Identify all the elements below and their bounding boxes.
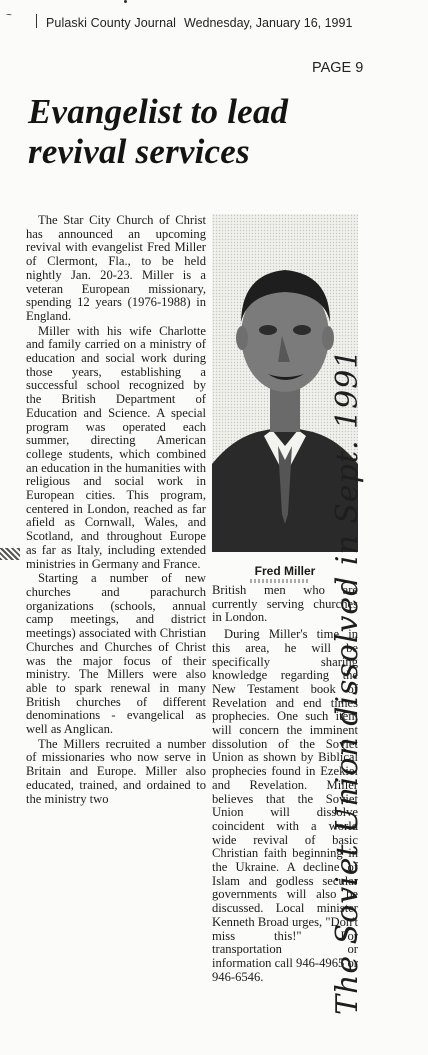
paragraph: The Star City Church of Christ has announced an upcoming revival with evangelist Fred Miller of Clermont, Fla., to be held nightly Jan. 20-23. Miller is a veteran European missionary, spending 12 years (1976-1988) in England.: [26, 213, 206, 323]
issue-date: Wednesday, January 16, 1991: [184, 16, 353, 30]
handwritten-margin-note: The Soviet Union dissolved in Sept. 1991: [330, 348, 365, 1015]
article-column-left: [26, 214, 206, 806]
margin-scratch-mark: [0, 548, 20, 560]
page-number: PAGE 9: [312, 60, 364, 76]
headline-line-1: Evangelist to lead: [28, 92, 289, 131]
photo-caption: Fred Miller: [254, 564, 316, 578]
masthead: [0, 8, 428, 34]
paragraph: Starting a number of new churches and parachurch organizations (schools, annual camp meetings, and district meetings) associated with Christian Churches and Churches of Christ was the major focus of their ministry. The Millers were also able to spark renewal in many British churches of different denominations - evangelical as well as Anglican.: [26, 571, 206, 737]
article-headline: [28, 92, 358, 172]
margin-mark: ~: [6, 10, 12, 21]
paragraph: The Millers recruited a number of missionaries who now serve in Britain and Europe. Miller also educated, trained, and ordained to the ministry two: [26, 736, 206, 806]
print-speck: [124, 0, 127, 3]
masthead-rule: [36, 14, 37, 28]
headline-line-2: revival services: [28, 132, 250, 171]
paragraph: Miller with his wife Charlotte and family carried on a ministry of education and social work during those years, establishing a successful school recognized by the British Department of Education and Science. A special program was operated each summer, directing American college students, which combined an education in the humanities with religious and social work in European cities. This program, centered in London, reached as far afield as Cornwall, Wales, and Scotland, and throughout Europe as far as Italy, including extended ministries in Germany and France.: [26, 323, 206, 571]
paragraph: During Miller's time in this area, he will be specifically sharing knowledge regarding the New Testament book of Revelation and end times prophecies. One such item will concern the imminent dissolution of the Soviet Union as shown by Biblical prophecies found in Ezekiel and Revelation. Miller believes that the Soviet Union will dissolve coincident with a world wide revival of basic Christian faith beginning in the Ukraine. A decline of Islam and godless secular governments will also be discussed. Local minister Kenneth Broad urges, "Don't miss this!" For transportation or information call 946-4965 or 946-6546.: [212, 627, 358, 984]
newspaper-name: Pulaski County Journal: [46, 16, 177, 30]
paragraph: British men who are currently serving churches in London.: [212, 583, 358, 625]
